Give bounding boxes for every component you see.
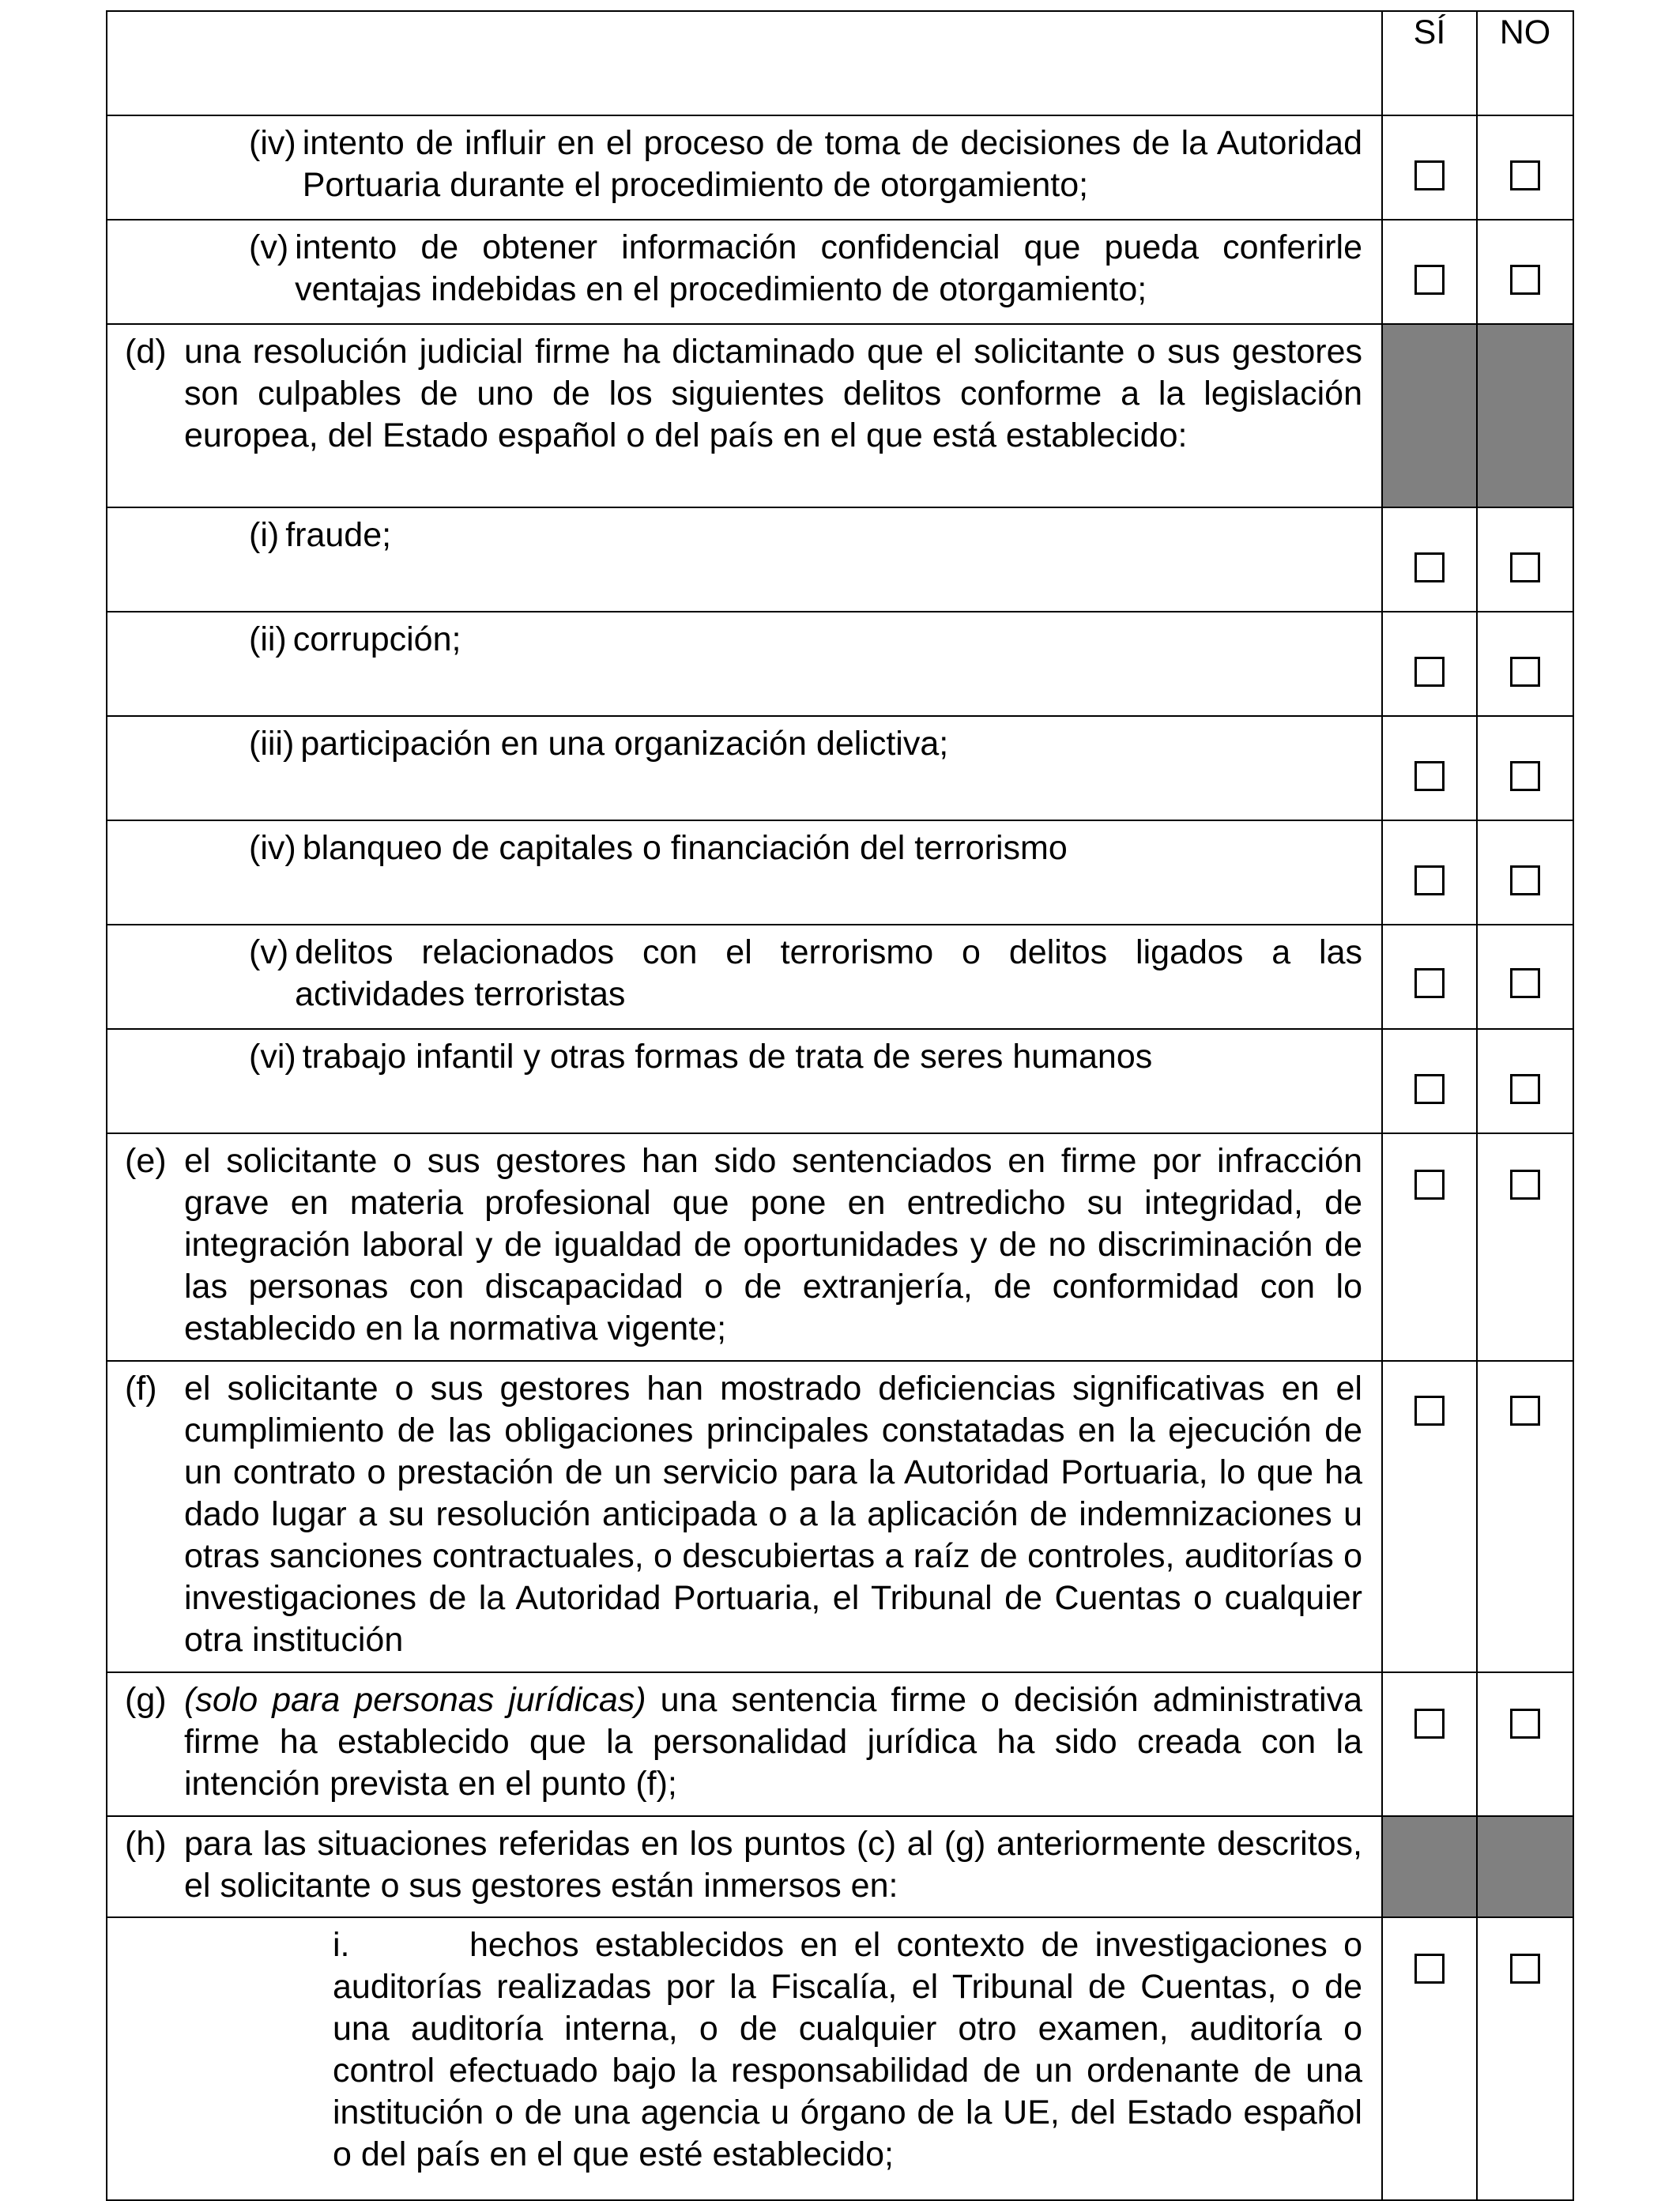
item-label: (ii) <box>249 620 287 658</box>
no-cell <box>1477 1361 1573 1672</box>
no-checkbox[interactable] <box>1510 160 1540 190</box>
row-text-cell <box>107 1029 1382 1133</box>
item-text: hechos establecidos en el contexto de investigaciones o auditorías realizadas por la Fiscalía, el Tribunal de Cuentas, o de una auditoría interna, o de cualquier otro examen, auditoría o control efectuado bajo la responsabilidad de un ordenante de una institución o de una agencia u órgano de la UE, del Estado español o del país en el que esté establecido; <box>333 1926 1362 2173</box>
item-text-wrap <box>333 1924 1362 2176</box>
shaded-cell <box>1477 1816 1573 1917</box>
row-d-v <box>107 925 1573 1029</box>
si-checkbox[interactable] <box>1414 265 1445 295</box>
si-cell <box>1382 115 1477 220</box>
no-cell <box>1477 1672 1573 1816</box>
no-cell <box>1477 716 1573 820</box>
si-cell <box>1382 1672 1477 1816</box>
si-checkbox[interactable] <box>1414 1396 1445 1426</box>
no-cell <box>1477 1917 1573 2200</box>
header-blank-cell <box>107 11 1382 115</box>
header-row <box>107 11 1573 115</box>
item-text: intento de influir en el proceso de toma de decisiones de la Autoridad Portuaria durante el procedimiento de otorgamiento; <box>302 124 1362 204</box>
no-cell <box>1477 925 1573 1029</box>
item-label: (iv) <box>249 829 296 867</box>
item-text: trabajo infantil y otras formas de trata de seres humanos <box>302 1038 1153 1076</box>
item-text-wrap <box>184 1679 1362 1805</box>
row-e <box>107 1133 1573 1361</box>
row-d <box>107 324 1573 507</box>
row-text-cell <box>107 324 1382 507</box>
no-cell <box>1477 1133 1573 1361</box>
si-checkbox[interactable] <box>1414 1709 1445 1739</box>
item-label: (e) <box>125 1142 167 1180</box>
row-d-iii <box>107 716 1573 820</box>
no-cell <box>1477 507 1573 612</box>
item-label: (d) <box>125 333 167 371</box>
no-checkbox[interactable] <box>1510 657 1540 687</box>
item-label: (iv) <box>249 124 296 162</box>
row-d-ii <box>107 612 1573 716</box>
item-italic-text: (solo para personas jurídicas) <box>184 1681 646 1719</box>
item-text: el solicitante o sus gestores han mostrado deficiencias significativas en el cumplimiento de las obligaciones principales constatadas en la ejecución de un contrato o prestación de un servicio para la Autoridad Portuaria, lo que ha dado lugar a su resolución anticipada o a la aplicación de indemnizaciones u otras sanciones contractuales, o descubiertas a raíz de controles, auditorías o investigaciones de la Autoridad Portuaria, el Tribunal de Cuentas o cualquier otra institución <box>184 1370 1362 1659</box>
shaded-cell <box>1382 324 1477 507</box>
si-checkbox[interactable] <box>1414 865 1445 895</box>
si-checkbox[interactable] <box>1414 761 1445 791</box>
si-checkbox[interactable] <box>1414 968 1445 998</box>
row-text-cell <box>107 612 1382 716</box>
header-no: NO <box>1477 11 1573 115</box>
item-text: para las situaciones referidas en los puntos (c) al (g) anteriormente descritos, el solicitante o sus gestores están inmersos en: <box>184 1825 1362 1905</box>
item-label: (iii) <box>249 725 295 763</box>
si-checkbox[interactable] <box>1414 1074 1445 1104</box>
row-text-cell <box>107 716 1382 820</box>
si-cell <box>1382 507 1477 612</box>
item-label: (h) <box>125 1825 167 1863</box>
row-text-cell <box>107 820 1382 925</box>
row-d-iv <box>107 820 1573 925</box>
row-h-i <box>107 1917 1573 2200</box>
row-text-cell <box>107 1133 1382 1361</box>
si-cell <box>1382 1917 1477 2200</box>
item-label: (g) <box>125 1681 167 1719</box>
row-text-cell <box>107 1361 1382 1672</box>
item-text: una sentencia firme o decisión administrativa firme ha establecido que la personalidad jurídica ha sido creada con la intención prevista en el punto (f); <box>184 1681 1362 1803</box>
item-text: corrupción; <box>292 620 461 658</box>
no-checkbox[interactable] <box>1510 1709 1540 1739</box>
item-text: fraude; <box>285 516 392 554</box>
si-cell <box>1382 612 1477 716</box>
row-c-iv <box>107 115 1573 220</box>
item-text: participación en una organización delictiva; <box>300 725 949 763</box>
shaded-cell <box>1382 1816 1477 1917</box>
item-label: (v) <box>249 228 289 266</box>
no-checkbox[interactable] <box>1510 1954 1540 1984</box>
no-checkbox[interactable] <box>1510 865 1540 895</box>
no-cell <box>1477 1029 1573 1133</box>
no-cell <box>1477 115 1573 220</box>
item-text: el solicitante o sus gestores han sido sentenciados en firme por infracción grave en materia profesional que pone en entredicho su integridad, de integración laboral y de igualdad de oportunidades y de no discriminación de las personas con discapacidad o de extranjería, de conformidad con lo establecido en la normativa vigente; <box>184 1142 1362 1347</box>
si-cell <box>1382 820 1477 925</box>
no-checkbox[interactable] <box>1510 761 1540 791</box>
si-cell <box>1382 1361 1477 1672</box>
no-cell <box>1477 612 1573 716</box>
si-cell <box>1382 716 1477 820</box>
row-c-v <box>107 220 1573 324</box>
si-checkbox[interactable] <box>1414 1954 1445 1984</box>
item-label: i. <box>333 1926 350 1964</box>
si-cell <box>1382 1133 1477 1361</box>
row-text-cell <box>107 115 1382 220</box>
no-checkbox[interactable] <box>1510 1396 1540 1426</box>
row-g <box>107 1672 1573 1816</box>
no-checkbox[interactable] <box>1510 968 1540 998</box>
shaded-cell <box>1477 324 1573 507</box>
row-text-cell <box>107 1917 1382 2200</box>
row-f <box>107 1361 1573 1672</box>
row-text-cell <box>107 220 1382 324</box>
si-checkbox[interactable] <box>1414 657 1445 687</box>
declaration-table <box>106 10 1574 2201</box>
no-checkbox[interactable] <box>1510 552 1540 582</box>
si-checkbox[interactable] <box>1414 1170 1445 1200</box>
header-si: SÍ <box>1382 11 1477 115</box>
item-text: una resolución judicial firme ha dictaminado que el solicitante o sus gestores son culpables de uno de los siguientes delitos conforme a la legislación europea, del Estado español o del país en el que está establecido: <box>184 333 1362 454</box>
row-text-cell <box>107 1816 1382 1917</box>
si-checkbox[interactable] <box>1414 552 1445 582</box>
no-cell <box>1477 820 1573 925</box>
item-text: blanqueo de capitales o financiación del terrorismo <box>302 829 1068 867</box>
row-d-i <box>107 507 1573 612</box>
item-label: (f) <box>125 1370 157 1408</box>
item-label: (i) <box>249 516 280 554</box>
no-cell <box>1477 220 1573 324</box>
row-text-cell <box>107 1672 1382 1816</box>
si-cell <box>1382 1029 1477 1133</box>
no-checkbox[interactable] <box>1510 265 1540 295</box>
si-cell <box>1382 925 1477 1029</box>
item-text: delitos relacionados con el terrorismo o delitos ligados a las actividades terroristas <box>295 933 1362 1013</box>
row-text-cell <box>107 925 1382 1029</box>
si-cell <box>1382 220 1477 324</box>
row-d-vi <box>107 1029 1573 1133</box>
si-checkbox[interactable] <box>1414 160 1445 190</box>
row-h <box>107 1816 1573 1917</box>
item-text: intento de obtener información confidencial que pueda conferirle ventajas indebidas en el procedimiento de otorgamiento; <box>295 228 1362 308</box>
no-checkbox[interactable] <box>1510 1074 1540 1104</box>
no-checkbox[interactable] <box>1510 1170 1540 1200</box>
item-label: (vi) <box>249 1038 296 1076</box>
item-label: (v) <box>249 933 289 971</box>
row-text-cell <box>107 507 1382 612</box>
